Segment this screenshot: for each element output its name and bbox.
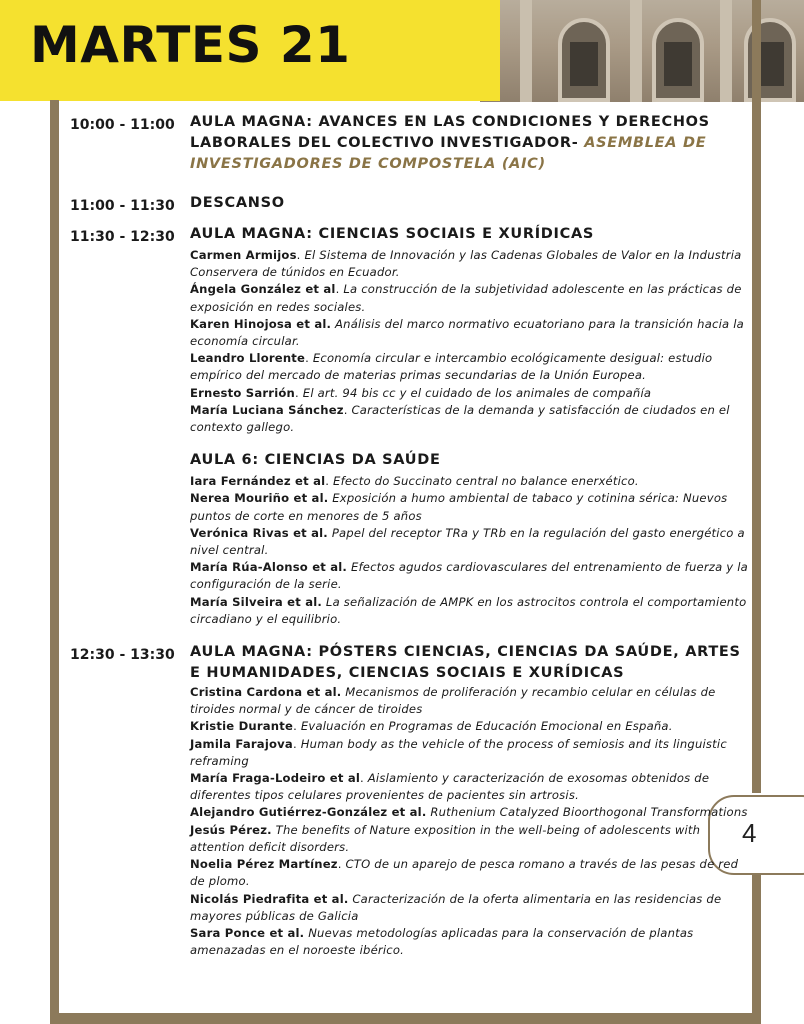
presentation-entry: Alejandro Gutiérrez-González et al. Ruthenium Catalyzed Bioorthogonal Transformations <box>190 805 748 820</box>
building-window <box>652 18 704 102</box>
schedule-block <box>70 224 750 628</box>
time-slot: 11:30 - 12:30 <box>70 229 175 245</box>
presentation-entry: Cristina Cardona et al. Mecanismos de proliferación y recambio celular en células de tiroides normal y de cáncer de tiroides <box>190 685 716 717</box>
time-slot: 12:30 - 13:30 <box>70 647 175 664</box>
time-slot: 10:00 - 11:00 <box>70 117 175 133</box>
presentation-entry: Leandro Llorente. Economía circular e intercambio ecológicamente desigual: estudio empírico del mercado de materias primas secundarias de la Unión Europea. <box>190 351 713 383</box>
presentation-entry: Ángela González et al. La construcción de la subjetividad adolescente en las prácticas de exposición en redes sociales. <box>190 282 742 314</box>
presentation-entry: Verónica Rivas et al. Papel del receptor TRa y TRb en la regulación del gasto energético a nivel central. <box>190 525 745 558</box>
presentation-entry: Noelia Pérez Martínez. CTO de un aparejo de pesca romano a través de las pesas de red de plomo. <box>190 857 739 889</box>
presentation-entry: María Silveira et al. La señalización de AMPK en los astrocitos controla el comportamiento circadiano y el equilibrio. <box>190 594 747 626</box>
session-title: AULA 6: CIENCIAS DA SAÚDE <box>190 452 441 469</box>
session-title: AULA MAGNA: CIENCIAS SOCIAIS E XURÍDICAS <box>190 226 595 242</box>
presentation-entry: Karen Hinojosa et al. Análisis del marco normativo ecuatoriano para la transición hacia la economía circular. <box>190 316 744 349</box>
page-number: 4 <box>742 818 757 848</box>
frame-border-bottom <box>50 1013 761 1024</box>
presentation-entry: María Rúa-Alonso et al. Efectos agudos cardiovasculares del entrenamiento de fuerza y la configuración de la serie. <box>190 560 748 592</box>
presentation-entry: Carmen Armijos. El Sistema de Innovación y las Cadenas Globales de Valor en la Industria Conservera de túnidos en Ecuador. <box>190 248 742 280</box>
presentation-entry: Nerea Mouriño et al. Exposición a humo ambiental de tabaco y cotinina sérica: Nuevos puntos de corte en menores de 5 años <box>190 491 728 523</box>
schedule-block <box>70 193 750 214</box>
frame-border-right <box>752 0 761 793</box>
schedule-block <box>70 112 750 175</box>
session-title: AULA MAGNA: PÓSTERS CIENCIAS, CIENCIAS DA SAÚDE, ARTES E HUMANIDADES, CIENCIAS SOCIAIS E XURÍDICAS <box>190 644 741 682</box>
organizer: ASEMBLEA DE INVESTIGADORES DE COMPOSTELA (AIC) <box>190 135 707 172</box>
presentation-entry: Sara Ponce et al. Nuevas metodologías aplicadas para la conservación de plantas amenazadas en el noroeste ibérico. <box>190 925 694 958</box>
title-banner <box>0 0 500 101</box>
schedule-block <box>70 642 750 959</box>
session-title: DESCANSO <box>190 195 285 211</box>
presentation-entry: Nicolás Piedrafita et al. Caracterización de la oferta alimentaria en las residencias de mayores públicas de Galicia <box>190 891 722 923</box>
time-slot: 11:00 - 11:30 <box>70 198 175 214</box>
presentation-entry: Jamila Farajova. Human body as the vehicle of the process of semiosis and its linguistic reframing <box>190 736 727 768</box>
presentation-entry: Kristie Durante. Evaluación en Programas de Educación Emocional en España. <box>190 719 673 734</box>
presentation-entry: Iara Fernández et al. Efecto do Succinato central no balance enerxético. <box>190 474 639 489</box>
presentation-entry: Ernesto Sarrión. El art. 94 bis cc y el cuidado de los animales de compañía <box>190 385 652 400</box>
schedule <box>70 112 750 959</box>
building-pillar <box>720 0 732 102</box>
building-window <box>558 18 610 102</box>
presentation-entry: Jesús Pérez. The benefits of Nature exposition in the well-being of adolescents with attention deficit disorders. <box>190 822 701 854</box>
page-title: MARTES 21 <box>30 16 351 74</box>
building-pillar <box>630 0 642 102</box>
presentation-entry: María Fraga-Lodeiro et al. Aislamiento y caracterización de exosomas obtenidos de diferentes tipos celulares provenientes de pacientes sin artrosis. <box>190 771 710 803</box>
building-pillar <box>520 0 532 102</box>
frame-border-left <box>50 100 59 1024</box>
session-title: AULA MAGNA: AVANCES EN LAS CONDICIONES Y DERECHOS LABORALES DEL COLECTIVO INVESTIGADOR- ASEMBLEA DE INVESTIGADORES DE COMPOSTELA (AIC) <box>190 114 710 172</box>
frame-border-right <box>752 860 761 1024</box>
presentation-entry: María Luciana Sánchez. Características de la demanda y satisfacción de ciudados en el contexto gallego. <box>190 402 730 435</box>
